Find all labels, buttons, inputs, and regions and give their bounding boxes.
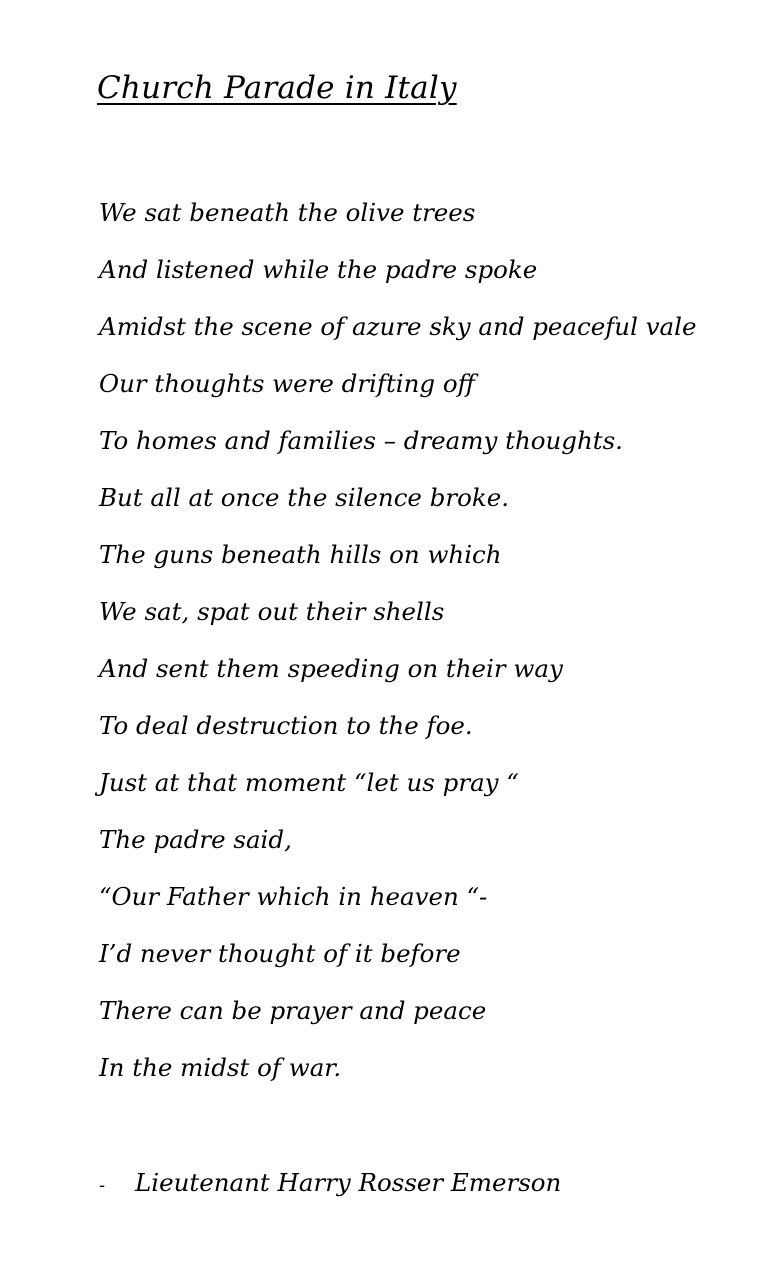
poem-line: There can be prayer and peace <box>99 996 487 1025</box>
poem-line: And listened while the padre spoke <box>99 255 538 284</box>
poem-line: I’d never thought of it before <box>99 939 461 968</box>
poem-line: To homes and families – dreamy thoughts. <box>99 426 623 455</box>
poem-line: Amidst the scene of azure sky and peaceful vale <box>99 312 697 341</box>
poem-line: We sat, spat out their shells <box>99 597 445 626</box>
poem-line: To deal destruction to the foe. <box>99 711 473 740</box>
poem-line: “Our Father which in heaven “- <box>99 882 488 911</box>
poem-title: Church Parade in Italy <box>97 70 457 106</box>
signature-dash: - <box>99 1175 106 1196</box>
poem-line: The guns beneath hills on which <box>99 540 502 569</box>
poem-line: In the midst of war. <box>99 1053 342 1082</box>
poem-line: We sat beneath the olive trees <box>99 198 476 227</box>
poem-line: Just at that moment “let us pray “ <box>99 768 519 797</box>
poem-line: The padre said, <box>99 825 292 854</box>
poem-line: And sent them speeding on their way <box>99 654 563 683</box>
poem-body <box>99 193 697 1105</box>
author-name: Lieutenant Harry Rosser Emerson <box>135 1168 562 1197</box>
author-signature <box>99 1163 561 1206</box>
poem-line: But all at once the silence broke. <box>99 483 509 512</box>
poem-line: Our thoughts were drifting off <box>99 369 475 398</box>
